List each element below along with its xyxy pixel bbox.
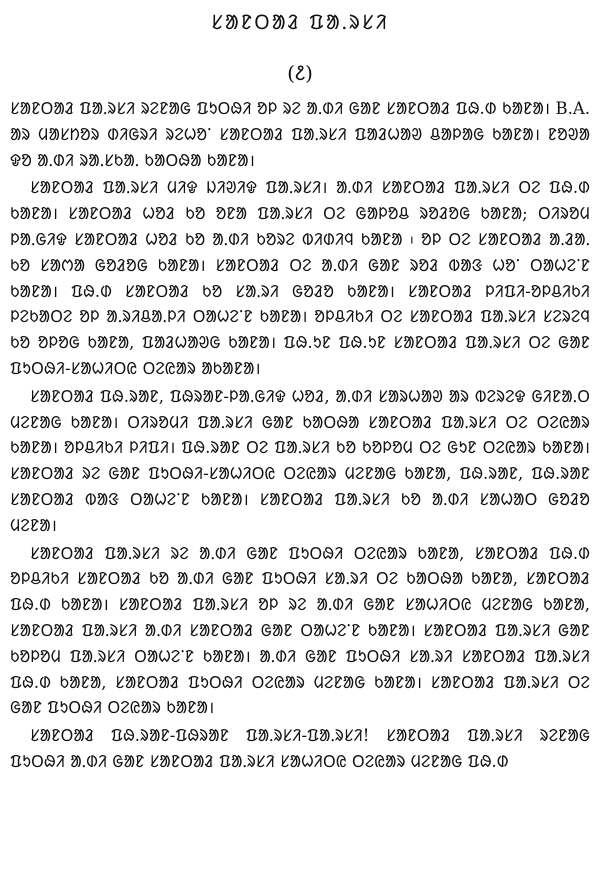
paragraph-4: ᱥᱟᱱᱛᱟᱲ ᱯᱟᱹᱨᱥᱤ ᱨᱮ ᱟᱹᱰᱤ ᱜᱟᱱ ᱯᱩᱛᱷᱤ ᱛᱮᱭᱟᱨ ᱠᱟᱱᱟ, ᱥᱟᱱᱛᱟᱲ ᱯᱷ.ᱰ ᱚᱞᱪᱤᱠᱤ ᱥᱟᱱᱛᱟᱲ ᱠᱚ ᱟᱹᱰᱤ ᱜᱟᱱ ᱯᱩᱛᱷᱤ ᱥᱟᱹᱨᱤ ᱛᱮ ᱠᱟᱛᱷᱟ ᱠᱟᱱᱟ, ᱥᱟᱱᱛᱟᱲ ᱯᱷ.ᱰ ᱠᱟᱱᱟ। ᱥᱟᱱᱛᱟᱲ ᱯᱟᱹᱨᱥᱤ ᱚᱞ ᱨᱮ ᱟᱹᱰᱤ ᱜᱟᱱ ᱥᱟᱦᱤᱛᱭ ᱢᱮᱱᱟᱜ ᱠᱟᱱᱟ, ᱥᱟᱱᱛᱟᱲ ᱯᱟᱹᱨᱥᱤ ᱟᱹᱰᱤ ᱥᱟᱱᱛᱟᱲ ᱜᱟᱱ ᱛᱟᱦᱮᱸᱱ ᱠᱟᱱᱟ। ᱥᱟᱱᱛᱟᱲ ᱯᱟᱹᱨᱥᱤ ᱜᱟᱱ ᱠᱚᱞᱚᱢ ᱯᱟᱹᱨᱥᱤ ᱛᱟᱦᱮᱸᱱ ᱠᱟᱱᱟ। ᱟᱹᱰᱤ ᱜᱟᱱ ᱯᱩᱛᱷᱤ ᱥᱟᱹᱨᱤ ᱥᱟᱱᱛᱟᱲ ᱯᱟᱹᱨᱥᱤ ᱯᱷ.ᱰ ᱠᱟᱱᱟ, ᱥᱟᱱᱛᱟᱲ ᱯᱩᱛᱷᱤ ᱛᱮᱭᱟᱨ ᱢᱮᱱᱟᱜ ᱠᱟᱱᱟ। ᱥᱟᱱᱛᱟᱲ ᱯᱟᱹᱨᱥᱤ ᱛᱮ ᱜᱟᱱ ᱯᱩᱛᱷᱤ ᱛᱮᱭᱟᱨ ᱠᱟᱱᱟ। xyxy=(10,543,590,718)
paragraph-1: ᱥᱟᱱᱛᱟᱲ ᱯᱟᱹᱨᱥᱤ ᱨᱮᱱᱟᱜ ᱯᱩᱛᱷᱤ ᱚᱞ ᱨᱮ ᱟᱹᱰᱤ ᱜᱟᱱ ᱥᱟᱱᱛᱟᱲ ᱯᱷ.ᱰ ᱠᱟᱱᱟ। B.A. ᱟᱨ ᱢᱟᱥᱴᱚᱨ ᱰᱤᱜᱨᱤ ᱨᱮᱦᱚᱸ ᱥᱟᱱᱛᱟᱲ ᱯᱟᱹᱨᱥᱤ ᱯᱟᱲᱦᱟᱣ ᱪᱟᱞᱟᱜ ᱠᱟᱱᱟ। ᱱᱚᱣᱟ ᱫᱚ ᱟᱹᱰᱤ ᱨᱟᱹᱥᱠᱟᱹ ᱠᱟᱛᱷᱟ ᱠᱟᱱᱟ। xyxy=(10,99,590,170)
running-head: ᱥᱟᱱᱛᱟᱲ ᱯᱟᱹᱨᱥᱤ xyxy=(211,10,389,34)
paragraph-3: ᱥᱟᱱᱛᱟᱲ ᱯᱷ.ᱨᱟᱱ, ᱯᱷᱨᱟᱱ-ᱞᱟᱹᱜᱤᱫ ᱦᱚᱲ, ᱟᱹᱰᱤ ᱥᱟᱨᱦᱟᱣ ᱟᱨ ᱵᱮᱨᱮᱫ ᱜᱤᱱᱟᱹᱛ ᱢᱮᱱᱟᱜ ᱠᱟᱱᱟ। ᱛᱤᱨᱚᱢᱤ ᱯᱟᱹᱨᱥᱤ ᱜᱟᱱ ᱠᱟᱛᱷᱟ ᱥᱟᱱᱛᱟᱲ ᱯᱟᱹᱨᱥᱤ ᱛᱮ ᱛᱮᱭᱟᱨ ᱠᱟᱱᱟ। ᱚᱞᱪᱤᱠᱤ ᱞᱤᱯᱤ। ᱯᱷ.ᱨᱟᱱ ᱛᱮ ᱯᱟᱹᱨᱥᱤ ᱠᱚ ᱠᱚᱞᱚᱢ ᱛᱮ ᱜᱩᱱ ᱛᱮᱭᱟᱨ ᱠᱟᱱᱟ। ᱥᱟᱱᱛᱟᱲ ᱨᱮ ᱜᱟᱱ ᱯᱩᱛᱷᱤ-ᱥᱟᱦᱤᱛᱭ ᱛᱮᱭᱟᱨ ᱢᱮᱱᱟᱜ ᱠᱟᱱᱟ, ᱯᱷ.ᱨᱟᱱ, ᱯᱷ.ᱨᱟᱱ ᱥᱟᱱᱛᱟᱲ ᱵᱟᱝ ᱛᱟᱦᱮᱸᱱ ᱠᱟᱱᱟ। ᱥᱟᱱᱛᱟᱲ ᱯᱟᱹᱨᱥᱤ ᱠᱚ ᱟᱹᱰᱤ ᱥᱟᱦᱟᱛ ᱜᱚᱲᱚ ᱢᱮᱱᱟ। xyxy=(10,386,590,535)
paragraph-2: ᱥᱟᱱᱛᱟᱲ ᱯᱟᱹᱨᱥᱤ ᱢᱤᱫ ᱡᱤᱣᱤᱫ ᱯᱟᱹᱨᱥᱤ। ᱟᱹᱰᱤ ᱥᱟᱱᱛᱟᱲ ᱯᱟᱹᱨᱥᱤ ᱛᱮ ᱯᱷ.ᱰ ᱠᱟᱱᱟ। ᱥᱟᱱᱛᱟᱲ ᱦᱚᱲ ᱠᱚ ᱚᱱᱟ ᱯᱟᱹᱨᱥᱤ ᱛᱮ ᱜᱟᱞᱚᱪ ᱨᱚᱲᱚᱜ ᱠᱟᱱᱟ; ᱛᱤᱨᱚᱢ ᱞᱟᱹᱜᱤᱫ ᱥᱟᱱᱛᱟᱲ ᱦᱚᱲ ᱠᱚ ᱟᱹᱰᱤ ᱠᱚᱨᱮ ᱵᱤᱰᱤᱧ ᱠᱟᱱᱟ ᱾ ᱚᱞ ᱛᱮ ᱥᱟᱱᱛᱟᱲ ᱟᱹᱲᱟᱹ ᱠᱚ ᱥᱟᱬᱟ ᱜᱚᱲᱚᱜ ᱠᱟᱱᱟ। ᱥᱟᱱᱛᱟᱲ ᱛᱮ ᱟᱹᱰᱤ ᱜᱟᱱ ᱨᱚᱲ ᱵᱟᱝ ᱦᱚᱸ ᱛᱟᱦᱮᱸᱱ ᱠᱟᱱᱟ। ᱯᱷ.ᱰ ᱥᱟᱱᱛᱟᱲ ᱠᱚ ᱥᱟᱹᱨᱤ ᱜᱚᱲᱚ ᱠᱟᱱᱟ। ᱥᱟᱱᱛᱟᱲ ᱞᱤᱯᱤ-ᱚᱞᱪᱤᱠᱤ ᱞᱮᱠᱟᱛᱮ ᱚᱞ ᱟᱹᱨᱤᱪᱟᱹᱞᱤ ᱛᱟᱦᱮᱸᱱ ᱠᱟᱱᱟ। ᱚᱞᱪᱤᱠᱤ ᱛᱮ ᱥᱟᱱᱛᱟᱲ ᱯᱟᱹᱨᱥᱤ ᱥᱮᱨᱮᱧ ᱠᱚ ᱚᱞᱚᱜ ᱠᱟᱱᱟ, ᱯᱟᱲᱦᱟᱣᱜ ᱠᱟᱱᱟ। ᱯᱷ.ᱩᱱ ᱯᱷ.ᱩᱱ ᱥᱟᱱᱛᱟᱲ ᱯᱟᱹᱨᱥᱤ ᱛᱮ ᱜᱟᱱ ᱯᱩᱛᱷᱤ-ᱥᱟᱦᱤᱛᱭ ᱛᱮᱭᱟᱨ ᱟᱠᱟᱱᱟ। xyxy=(10,178,590,378)
chapter-number: (᱒) xyxy=(287,61,313,85)
paragraph-5: ᱥᱟᱱᱛᱟᱲ ᱯᱷ.ᱨᱟᱱ-ᱯᱷᱨᱟᱱ ᱯᱟᱹᱨᱥᱤ-ᱯᱟᱹᱨᱥᱤ! ᱥᱟᱱᱛᱟᱲ ᱯᱟᱹᱨᱥᱤ ᱨᱮᱱᱟᱜ ᱯᱩᱛᱷᱤ ᱟᱹᱰᱤ ᱜᱟᱱ ᱥᱟᱱᱛᱟᱲ ᱯᱟᱹᱨᱥᱤ ᱥᱟᱦᱤᱛᱭ ᱛᱮᱭᱟᱨ ᱢᱮᱱᱟᱜ ᱯᱷ.ᱰ xyxy=(10,726,590,771)
